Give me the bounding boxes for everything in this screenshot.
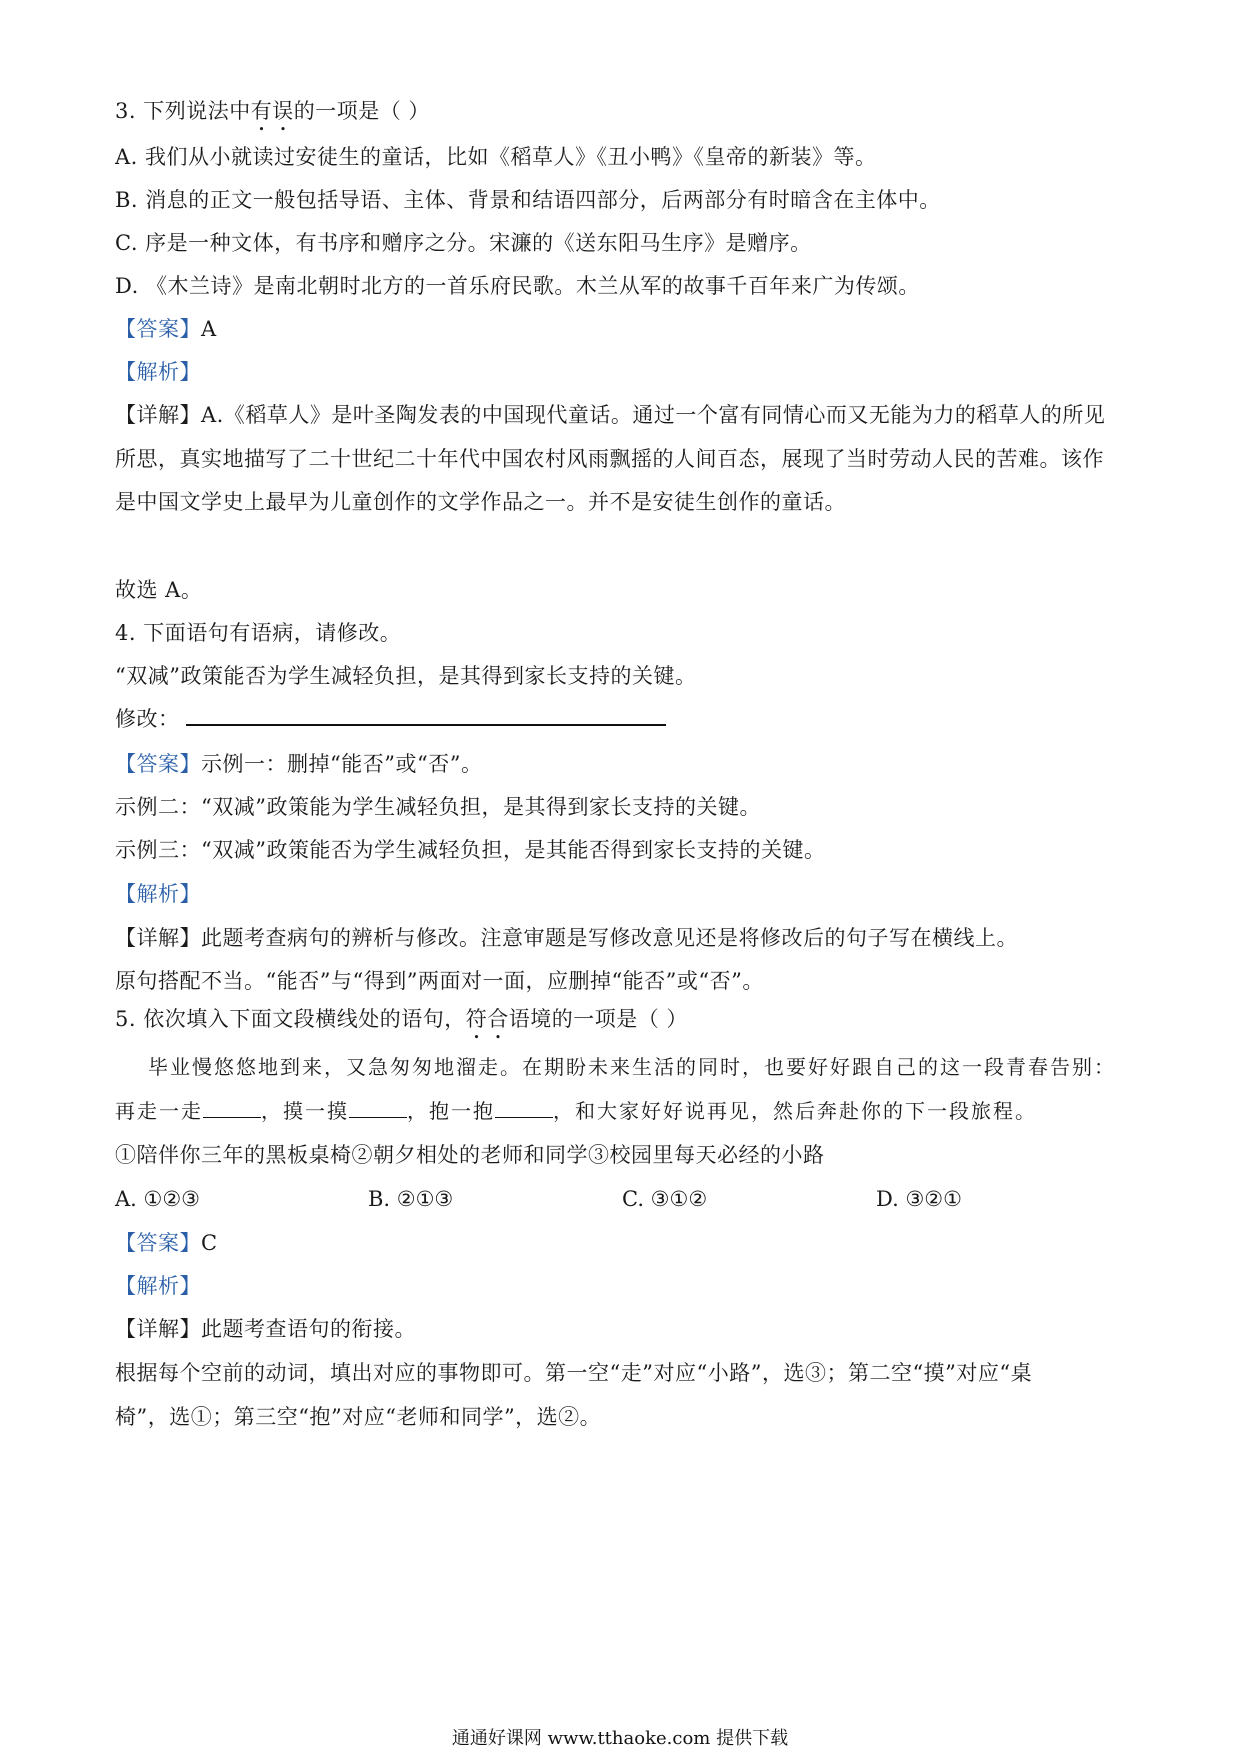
q3-answer — [115, 314, 217, 344]
q5-passage-seg-2: ，摸一摸 — [261, 1099, 349, 1123]
q3-conclusion: 故选 A。 — [115, 578, 203, 602]
q3-stem-post: 的一项是（ ） — [293, 99, 430, 123]
fill-blank-3[interactable] — [495, 1099, 553, 1118]
q4-example-2: 示例二：“双减”政策能为学生减轻负担，是其得到家长支持的关键。 — [115, 795, 761, 819]
q3-detail-3: 是中国文学史上最早为儿童创作的文学作品之一。并不是安徒生创作的童话。 — [115, 490, 846, 514]
q3-detail-1 — [115, 400, 1105, 430]
q5-analysis-tag: 【解析】 — [115, 1274, 201, 1298]
q5-option-b: B. ②①③ — [368, 1187, 454, 1211]
answer-tag: 【答案】 — [115, 1231, 201, 1255]
q4-revise-label: 修改： — [115, 707, 180, 731]
fill-blank-1[interactable] — [203, 1099, 261, 1118]
q5-stem — [115, 1004, 688, 1044]
q5-detail-1 — [115, 1314, 416, 1344]
q5-passage-seg-3: ，抱一抱 — [407, 1099, 495, 1123]
q5-option-a: A. ①②③ — [115, 1187, 200, 1211]
q4-detail-2: 原句搭配不当。“能否”与“得到”两面对一面，应删掉“能否”或“否”。 — [115, 969, 764, 993]
q3-option-b: B. 消息的正文一般包括导语、主体、背景和结语四部分，后两部分有时暗含在主体中。 — [115, 188, 941, 212]
answer-tag: 【答案】 — [115, 317, 201, 341]
q5-passage-seg-1: 再走一走 — [115, 1099, 203, 1123]
q5-option-d: D. ③②① — [876, 1187, 962, 1211]
answer-tag: 【答案】 — [115, 752, 201, 776]
q4-analysis-tag: 【解析】 — [115, 882, 201, 906]
q3-option-a: A. 我们从小就读过安徒生的童话，比如《稻草人》《丑小鸭》《皇帝的新装》等。 — [115, 145, 877, 169]
answer-blank-line[interactable] — [186, 704, 666, 726]
q4-stem: 4. 下面语句有语病，请修改。 — [115, 621, 402, 645]
q4-example-1: 示例一：删掉“能否”或“否”。 — [201, 752, 483, 776]
q5-passage-2 — [115, 1096, 1037, 1126]
q3-stem-pre: 3. 下列说法中 — [115, 99, 251, 123]
q3-stem-emphasis: 有误 — [250, 99, 294, 123]
detail-tag: 【详解】 — [115, 1317, 201, 1341]
page-footer: 通通好课网 www.tthaoke.com 提供下载 — [451, 1728, 789, 1749]
q5-stem-pre: 5. 依次填入下面文段横线处的语句， — [115, 1007, 466, 1031]
q4-sentence: “双减”政策能否为学生减轻负担，是其得到家长支持的关键。 — [115, 664, 697, 688]
detail-tag: 【详解】 — [115, 403, 201, 427]
q3-answer-value: A — [201, 317, 217, 341]
fill-blank-2[interactable] — [349, 1099, 407, 1118]
q4-answer — [115, 749, 482, 779]
q4-example-3: 示例三：“双减”政策能否为学生减轻负担，是其能否得到家长支持的关键。 — [115, 838, 826, 862]
q5-detail-text-1: 此题考查语句的衔接。 — [201, 1317, 416, 1341]
q5-passage-1: 毕业慢悠悠地到来，又急匆匆地溜走。在期盼未来生活的同时，也要好好跟自己的这一段青春告别： — [148, 1055, 1116, 1079]
q4-detail-1 — [115, 923, 1018, 953]
q5-answer-value: C — [201, 1231, 218, 1255]
q5-stem-emphasis: 符合 — [465, 1007, 509, 1031]
q3-detail-text-1: A.《稻草人》是叶圣陶发表的中国现代童话。通过一个富有同情心而又无能为力的稻草人的所见 — [201, 403, 1106, 427]
q3-option-d: D. 《木兰诗》是南北朝时北方的一首乐府民歌。木兰从军的故事千百年来广为传颂。 — [115, 274, 920, 298]
q3-stem — [115, 96, 430, 136]
q5-detail-2: 根据每个空前的动词，填出对应的事物即可。第一空“走”对应“小路”，选③；第二空“摸”对应“桌 — [115, 1361, 1033, 1385]
q3-analysis-tag: 【解析】 — [115, 360, 201, 384]
q3-option-c: C. 序是一种文体，有书序和赠序之分。宋濂的《送东阳马生序》是赠序。 — [115, 231, 812, 255]
q5-detail-3: 椅”，选①；第三空“抱”对应“老师和同学”，选②。 — [115, 1405, 602, 1429]
q5-option-c: C. ③①② — [622, 1187, 708, 1211]
q5-passage-seg-4: ，和大家好好说再见，然后奔赴你的下一段旅程。 — [553, 1099, 1037, 1123]
q5-items: ①陪伴你三年的黑板桌椅②朝夕相处的老师和同学③校园里每天必经的小路 — [115, 1143, 825, 1167]
q4-detail-text-1: 此题考查病句的辨析与修改。注意审题是写修改意见还是将修改后的句子写在横线上。 — [201, 926, 1018, 950]
q4-revise — [115, 704, 666, 734]
detail-tag: 【详解】 — [115, 926, 201, 950]
q3-detail-2: 所思，真实地描写了二十世纪二十年代中国农村风雨飘摇的人间百态，展现了当时劳动人民的苦难。该作 — [115, 447, 1104, 471]
q5-answer — [115, 1228, 218, 1258]
q5-stem-post: 语境的一项是（ ） — [508, 1007, 688, 1031]
